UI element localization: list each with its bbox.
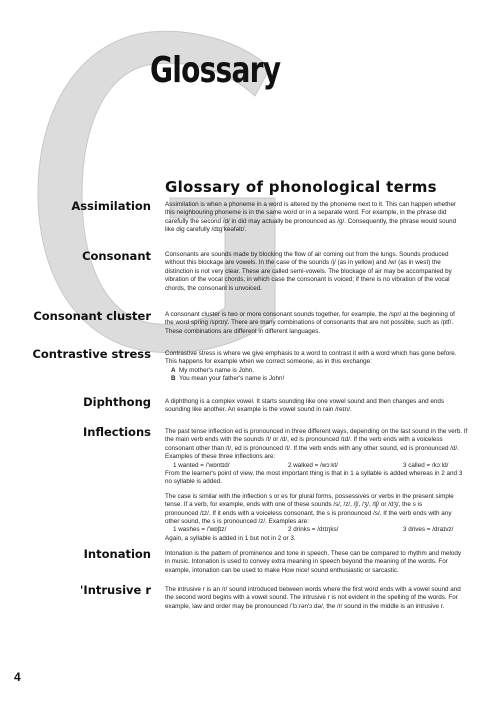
term-intonation: Intonation [83,547,151,561]
term-consonant: Consonant [82,249,151,263]
term-consonant-cluster: Consonant cluster [33,309,151,323]
definition-intonation: Intonation is the pattern of prominence and tone in speech. These can be compared to rhythm and melody in music. Intonation is used to convey extra meaning in speech beyond the meaning of the words. For example, intonation can be used to make How nice! sound enthusiastic or sarcastic. [165,550,462,574]
definition-inflections: The past tense inflection ed is pronounced in three different ways, depending on the last sound in the verb. If the main verb ends with the sounds /t/ or /d/, ed is pronounced /ɪd/. If the verb ends with a voiceless consonant other than /t/, ed is pronounced /t/. If the verb ends with any other sound, ed is pronounced /d/. Examples of these three inflections are: 1 wanted = /'wɒntɪd/ 2 walked = /wɔːkt/ 3 called = /kɔːld/ From the learner's point of view, the most important thing is that in 1 a syllable is added whereas in 2 and 3 no syllable is added. The case is similar with the inflection s or es for plural forms, possessives or verbs in the present simple tense. If a verb, for example, ends with one of these sounds /s/, /z/, /ʃ/, /ʒ/, /tʃ/ or /dʒ/, the s is pronounced /ɪz/. If it ends with a voiceless consonant, the s is pronounced /s/. If the verb ends with any other sound, the s is pronounced /z/. Examples are: 1 washes = /'wɒʃɪz/ 2 drinks = /drɪŋks/ 3 drives = /draɪvz/ Again, a syllable is added in 1 but not in 2 or 3. [165,428,468,542]
term-diphthong: Diphthong [83,395,151,409]
term-assimilation: Assimilation [71,199,151,213]
section-title: Glossary of phonological terms [165,178,437,196]
term-intrusive-r: 'Intrusive r [79,583,151,597]
definition-assimilation: Assimilation is when a phoneme in a word is altered by the phoneme next to it. This can happen whether this neighbouring phoneme is in the same word or in a separate word. For example, in the phrase did carefully the second /d/ in did may actually be pronounced as /g/. Consequently, the phrase would sound like dig carefully /dɪg'keəfəlɪ/. [165,201,457,234]
page-title: Glossary [150,50,281,91]
definition-consonant-cluster: A consonant cluster is two or more consonant sounds together, for example, the /spr/ at the beginning of the word spring /sprɪŋ/. There are many combinations of consonants that are not possible, such as /ptf/. These combinations are different in different languages. [165,311,455,335]
definition-diphthong: A diphthong is a complex vowel. It starts sounding like one vowel sound and then changes and ends sounding like another. An example is the vowel sound in rain /reɪn/. [165,398,444,414]
definition-contrastive-stress: Contrastive stress is where we give emphasis to a word to contrast it with a word which has gone before. This happens for example when we correct someone, as in this exchange: A My mother's name is John. B You mean your father's name is John! [165,350,457,383]
definition-consonant: Consonants are sounds made by blocking the flow of air coming out from the lungs. Sounds produced without this blockage are vowels. In the case of the sounds /j/ (as in yellow) and /w/ (as in west) the distinction is not very clear. These are called semi-vowels. The blockage of air may be accompanied by vibration of the vocal chords, in which case the consonant is voiced; if there is no vibration of the vocal chords, the consonant is unvoiced. [165,251,452,292]
definition-intrusive-r: The intrusive r is an /r/ sound introduced between words where the first word ends with a vowel sound and the second word begins with a vowel sound. The intrusive r is not evident in the spelling of the words. For example, law and order may be pronounced /'lɔːrən'ɔːdə/, the /r/ sound in the middle is an intrusive r. [165,586,461,610]
term-contrastive-stress: Contrastive stress [32,347,151,361]
page-number: 4 [14,670,21,684]
term-inflections: Inflections [83,425,151,439]
